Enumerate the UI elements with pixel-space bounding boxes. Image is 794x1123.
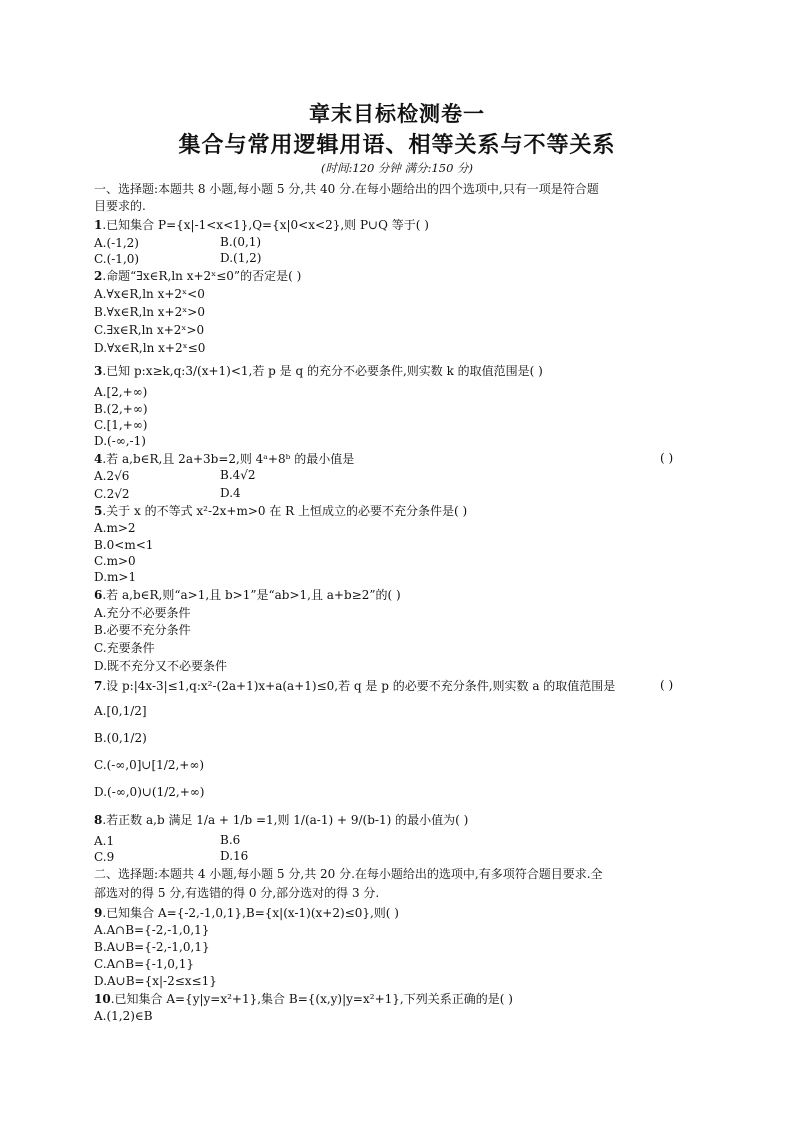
q3-option-b: B.(2,+∞) <box>94 402 148 416</box>
question-text: .设 p:|4x-3|≤1,q:x²-(2a+1)x+a(a+1)≤0,若 q 是 p 的必要不充分条件,则实数 a 的取值范围是 <box>102 679 616 693</box>
question-number: 6 <box>94 588 103 602</box>
question-number: 10 <box>94 992 111 1006</box>
question-number: 1 <box>94 218 103 232</box>
question-3 <box>94 363 543 379</box>
q1-option-c: C.(-1,0) <box>94 252 140 266</box>
question-text: .若正数 a,b 满足 1/a + 1/b =1,则 1/(a-1) + 9/(b-1) 的最小值为( ) <box>102 813 469 827</box>
page-subtitle: 集合与常用逻辑用语、相等关系与不等关系 <box>178 133 616 158</box>
q6-option-c: C.充要条件 <box>94 641 155 655</box>
q4-option-d: D.4 <box>220 486 241 500</box>
q7-option-c: C.(-∞,0]∪[1/2,+∞) <box>94 758 205 772</box>
q3-option-d: D.(-∞,-1) <box>94 434 146 448</box>
q6-option-b: B.必要不充分条件 <box>94 623 191 637</box>
question-number: 7 <box>94 679 103 693</box>
question-7 <box>94 678 615 694</box>
section2-instructions-line2: 部选对的得 5 分,有选错的得 0 分,部分选对的得 3 分. <box>94 886 380 900</box>
question-5 <box>94 503 467 519</box>
q1-option-a: A.(-1,2) <box>94 236 139 250</box>
question-number: 3 <box>94 364 103 378</box>
question-4 <box>94 451 354 467</box>
q5-option-c: C.m>0 <box>94 554 136 568</box>
q5-option-b: B.0<m<1 <box>94 538 154 552</box>
exam-info: (时间:120 分钟 满分:150 分) <box>320 161 474 175</box>
q8-option-d: D.16 <box>220 849 249 863</box>
q1-option-b: B.(0,1) <box>220 235 262 249</box>
q7-option-d: D.(-∞,0)∪(1/2,+∞) <box>94 785 205 799</box>
question-number: 9 <box>94 906 103 920</box>
question-text: .已知 p:x≥k,q:3/(x+1)<1,若 p 是 q 的充分不必要条件,则实数 k 的取值范围是( ) <box>102 364 543 378</box>
question-6 <box>94 587 401 603</box>
q2-option-d: D.∀x∈R,ln x+2ˣ≤0 <box>94 341 206 355</box>
question-number: 8 <box>94 813 103 827</box>
q9-option-b: B.A∪B={-2,-1,0,1} <box>94 940 210 954</box>
q2-option-b: B.∀x∈R,ln x+2ˣ>0 <box>94 305 205 319</box>
question-number: 2 <box>94 269 103 283</box>
question-text: .关于 x 的不等式 x²-2x+m>0 在 R 上恒成立的必要不充分条件是( ) <box>102 504 468 518</box>
answer-bracket: ( ) <box>660 678 674 692</box>
q8-option-c: C.9 <box>94 850 115 864</box>
q9-option-d: D.A∪B={x|-2≤x≤1} <box>94 974 217 988</box>
q4-option-a: A.2√6 <box>94 469 130 483</box>
question-text: .已知集合 A={-2,-1,0,1},B={x|(x-1)(x+2)≤0},则( ) <box>102 906 399 920</box>
question-text: .已知集合 A={y|y=x²+1},集合 B={(x,y)|y=x²+1},下列关系正确的是( ) <box>110 992 513 1006</box>
answer-bracket: ( ) <box>660 451 674 465</box>
section1-instructions-line2: 目要求的. <box>94 199 146 213</box>
q6-option-a: A.充分不必要条件 <box>94 606 191 620</box>
section2-instructions-line1: 二、选择题:本题共 4 小题,每小题 5 分,共 20 分.在每小题给出的选项中,有多项符合题目要求.全 <box>94 867 603 881</box>
q9-option-a: A.A∩B={-2,-1,0,1} <box>94 923 210 937</box>
page-title: 章末目标检测卷一 <box>309 102 485 126</box>
q10-option-a: A.(1,2)∈B <box>94 1009 153 1023</box>
q4-option-b: B.4√2 <box>220 468 256 482</box>
q8-option-a: A.1 <box>94 834 115 848</box>
question-text: .若 a,b∈R,则“a>1,且 b>1”是“ab>1,且 a+b≥2”的( ) <box>102 588 401 602</box>
q6-option-d: D.既不充分又不必要条件 <box>94 659 228 673</box>
question-text: .命题“∃x∈R,ln x+2ˣ≤0”的否定是( ) <box>102 269 302 283</box>
q7-option-b: B.(0,1/2) <box>94 731 147 745</box>
q4-option-c: C.2√2 <box>94 487 130 501</box>
q5-option-d: D.m>1 <box>94 570 137 584</box>
question-number: 5 <box>94 504 103 518</box>
q3-option-c: C.[1,+∞) <box>94 418 148 432</box>
question-text: .若 a,b∈R,且 2a+3b=2,则 4ᵃ+8ᵇ 的最小值是 <box>102 452 355 466</box>
q2-option-c: C.∃x∈R,ln x+2ˣ>0 <box>94 323 205 337</box>
q3-option-a: A.[2,+∞) <box>94 385 148 399</box>
question-9 <box>94 905 399 921</box>
q8-option-b: B.6 <box>220 833 241 847</box>
question-number: 4 <box>94 452 103 466</box>
question-text: .已知集合 P={x|-1<x<1},Q={x|0<x<2},则 P∪Q 等于( ) <box>102 218 429 232</box>
q7-option-a: A.[0,1/2] <box>94 704 147 718</box>
q2-option-a: A.∀x∈R,ln x+2ˣ<0 <box>94 287 205 301</box>
section1-instructions-line1: 一、选择题:本题共 8 小题,每小题 5 分,共 40 分.在每小题给出的四个选项中,只有一项是符合题 <box>94 182 599 196</box>
q9-option-c: C.A∩B={-1,0,1} <box>94 957 195 971</box>
question-10 <box>94 991 513 1007</box>
question-2 <box>94 268 301 284</box>
question-1 <box>94 217 429 233</box>
question-8 <box>94 812 468 828</box>
q5-option-a: A.m>2 <box>94 521 136 535</box>
q1-option-d: D.(1,2) <box>220 251 262 265</box>
